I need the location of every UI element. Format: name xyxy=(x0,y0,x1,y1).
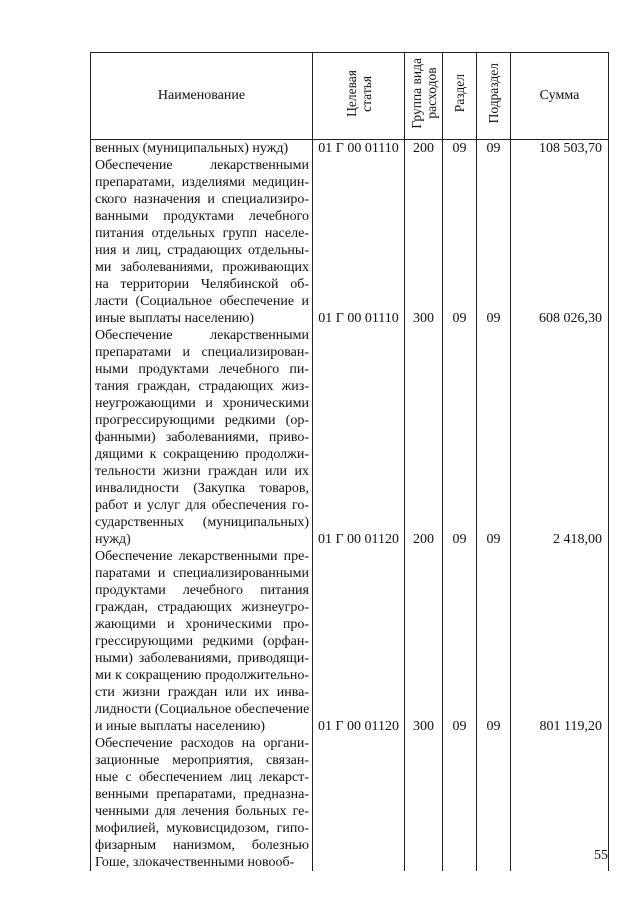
row-name-line: лидности (Социальное обеспечение xyxy=(95,702,310,717)
row-name-line: продуктами лечебного питания xyxy=(95,583,309,598)
row-name-line: ными) заболеваниями, приводящи- xyxy=(95,651,309,666)
row-name-line: ными продуктами лечебного пи- xyxy=(95,362,309,377)
row-group-cell: 300 xyxy=(405,157,443,327)
row-section-cell xyxy=(443,735,477,871)
budget-table xyxy=(90,52,609,871)
row-name-line: препаратами, изделиями медицин- xyxy=(95,175,309,190)
row-name-line: и иные выплаты населению) xyxy=(95,719,266,734)
row-group-cell xyxy=(405,735,443,871)
row-target-cell xyxy=(313,735,405,871)
row-name-line: физарным нанизмом, болезнью xyxy=(95,838,309,853)
row-name-line: питания отдельных групп населе- xyxy=(95,226,309,241)
row-section-cell: 09 xyxy=(443,140,477,158)
header-subsection: Подраздел xyxy=(477,53,511,140)
row-name-cell xyxy=(91,327,313,548)
row-section-cell: 09 xyxy=(443,157,477,327)
row-name-line: фанными) заболеваниями, приво- xyxy=(95,430,309,445)
row-name-line: венными препаратами, предназна- xyxy=(95,787,309,802)
row-name-line: тания граждан, страдающих жиз- xyxy=(95,379,309,394)
row-name-line: ласти (Социальное обеспечение и xyxy=(95,294,309,309)
row-group-cell: 200 xyxy=(405,327,443,548)
header-name: Наименование xyxy=(91,53,313,140)
row-sum-cell: 108 503,70 xyxy=(511,140,609,158)
row-name-line: жающими и хроническими про- xyxy=(95,617,309,632)
row-target-cell: 01 Г 00 01110 xyxy=(313,157,405,327)
row-name-line: граждан, страдающих жизнеугро- xyxy=(95,600,309,615)
table-row xyxy=(91,157,609,327)
row-name-line: неугрожающими и хроническими xyxy=(95,396,309,411)
row-name-line: Обеспечение лекарственными xyxy=(95,328,309,343)
row-name-line: иные выплаты населению) xyxy=(95,311,255,326)
row-subsection-cell: 09 xyxy=(477,140,511,158)
row-name-line: ченными для лечения больных ге- xyxy=(95,804,309,819)
row-name-cell xyxy=(91,548,313,735)
row-name-line: зационные мероприятия, связан- xyxy=(95,753,309,768)
row-target-cell: 01 Г 00 01120 xyxy=(313,548,405,735)
table-row xyxy=(91,327,609,548)
row-name-line: инвалидности (Закупка товаров, xyxy=(95,481,309,496)
row-name-line: нужд) xyxy=(95,532,131,547)
row-name-line: дящими к сокращению продолжи- xyxy=(95,447,309,462)
row-name-line: ми к сокращению продолжительно- xyxy=(95,668,309,683)
row-name-line: прогрессирующими редкими (ор- xyxy=(95,413,309,428)
table-body xyxy=(91,140,609,872)
row-name-cell xyxy=(91,140,313,158)
row-sum-cell: 608 026,30 xyxy=(511,157,609,327)
page-number: 55 xyxy=(594,848,608,863)
table-row xyxy=(91,140,609,158)
row-name-line: препаратами и специализирован- xyxy=(95,345,309,360)
table-header-row xyxy=(91,53,609,140)
row-name-line: Обеспечение лекарственными xyxy=(95,158,309,173)
row-section-cell: 09 xyxy=(443,327,477,548)
row-name-line: Обеспечение лекарственными пре- xyxy=(95,549,309,564)
header-group: Группа вида расходов xyxy=(405,53,443,140)
table-row xyxy=(91,548,609,735)
header-section: Раздел xyxy=(443,53,477,140)
table-row xyxy=(91,735,609,871)
row-name-line: ванными продуктами лечебного xyxy=(95,209,309,224)
row-name-line: ми заболеваниями, проживающих xyxy=(95,260,309,275)
row-name-line: ные с обеспечением лиц лекарст- xyxy=(95,770,309,785)
row-sum-cell: 801 119,20 xyxy=(511,548,609,735)
row-subsection-cell: 09 xyxy=(477,327,511,548)
row-name-cell xyxy=(91,157,313,327)
row-name-line: ния и лиц, страдающих отдельны- xyxy=(95,243,309,258)
row-group-cell: 300 xyxy=(405,548,443,735)
row-subsection-cell: 09 xyxy=(477,157,511,327)
row-name-line: ского назначения и специализиро- xyxy=(95,192,309,207)
row-name-line: Гоше, злокачественными новооб- xyxy=(95,855,295,870)
row-name-line: мофилией, муковисцидозом, гипо- xyxy=(95,821,309,836)
row-name-line: Обеспечение расходов на органи- xyxy=(95,736,309,751)
row-name-line: сударственных (муниципальных) xyxy=(95,515,309,530)
row-name-line: венных (муниципальных) нужд) xyxy=(95,141,289,156)
row-name-cell xyxy=(91,735,313,871)
row-name-line: тельности жизни граждан или их xyxy=(95,464,309,479)
row-name-line: сти жизни граждан или их инва- xyxy=(95,685,309,700)
header-sum: Сумма xyxy=(511,53,609,140)
row-section-cell: 09 xyxy=(443,548,477,735)
row-subsection-cell xyxy=(477,735,511,871)
row-name-line: паратами и специализированными xyxy=(95,566,309,581)
row-name-line: грессирующими редкими (орфан- xyxy=(95,634,309,649)
row-subsection-cell: 09 xyxy=(477,548,511,735)
row-target-cell: 01 Г 00 01110 xyxy=(313,140,405,158)
row-target-cell: 01 Г 00 01120 xyxy=(313,327,405,548)
row-sum-cell: 2 418,00 xyxy=(511,327,609,548)
header-target: Целевая статья xyxy=(313,53,405,140)
row-name-line: на территории Челябинской об- xyxy=(95,277,309,292)
row-name-line: работ и услуг для обеспечения го- xyxy=(95,498,309,513)
row-group-cell: 200 xyxy=(405,140,443,158)
